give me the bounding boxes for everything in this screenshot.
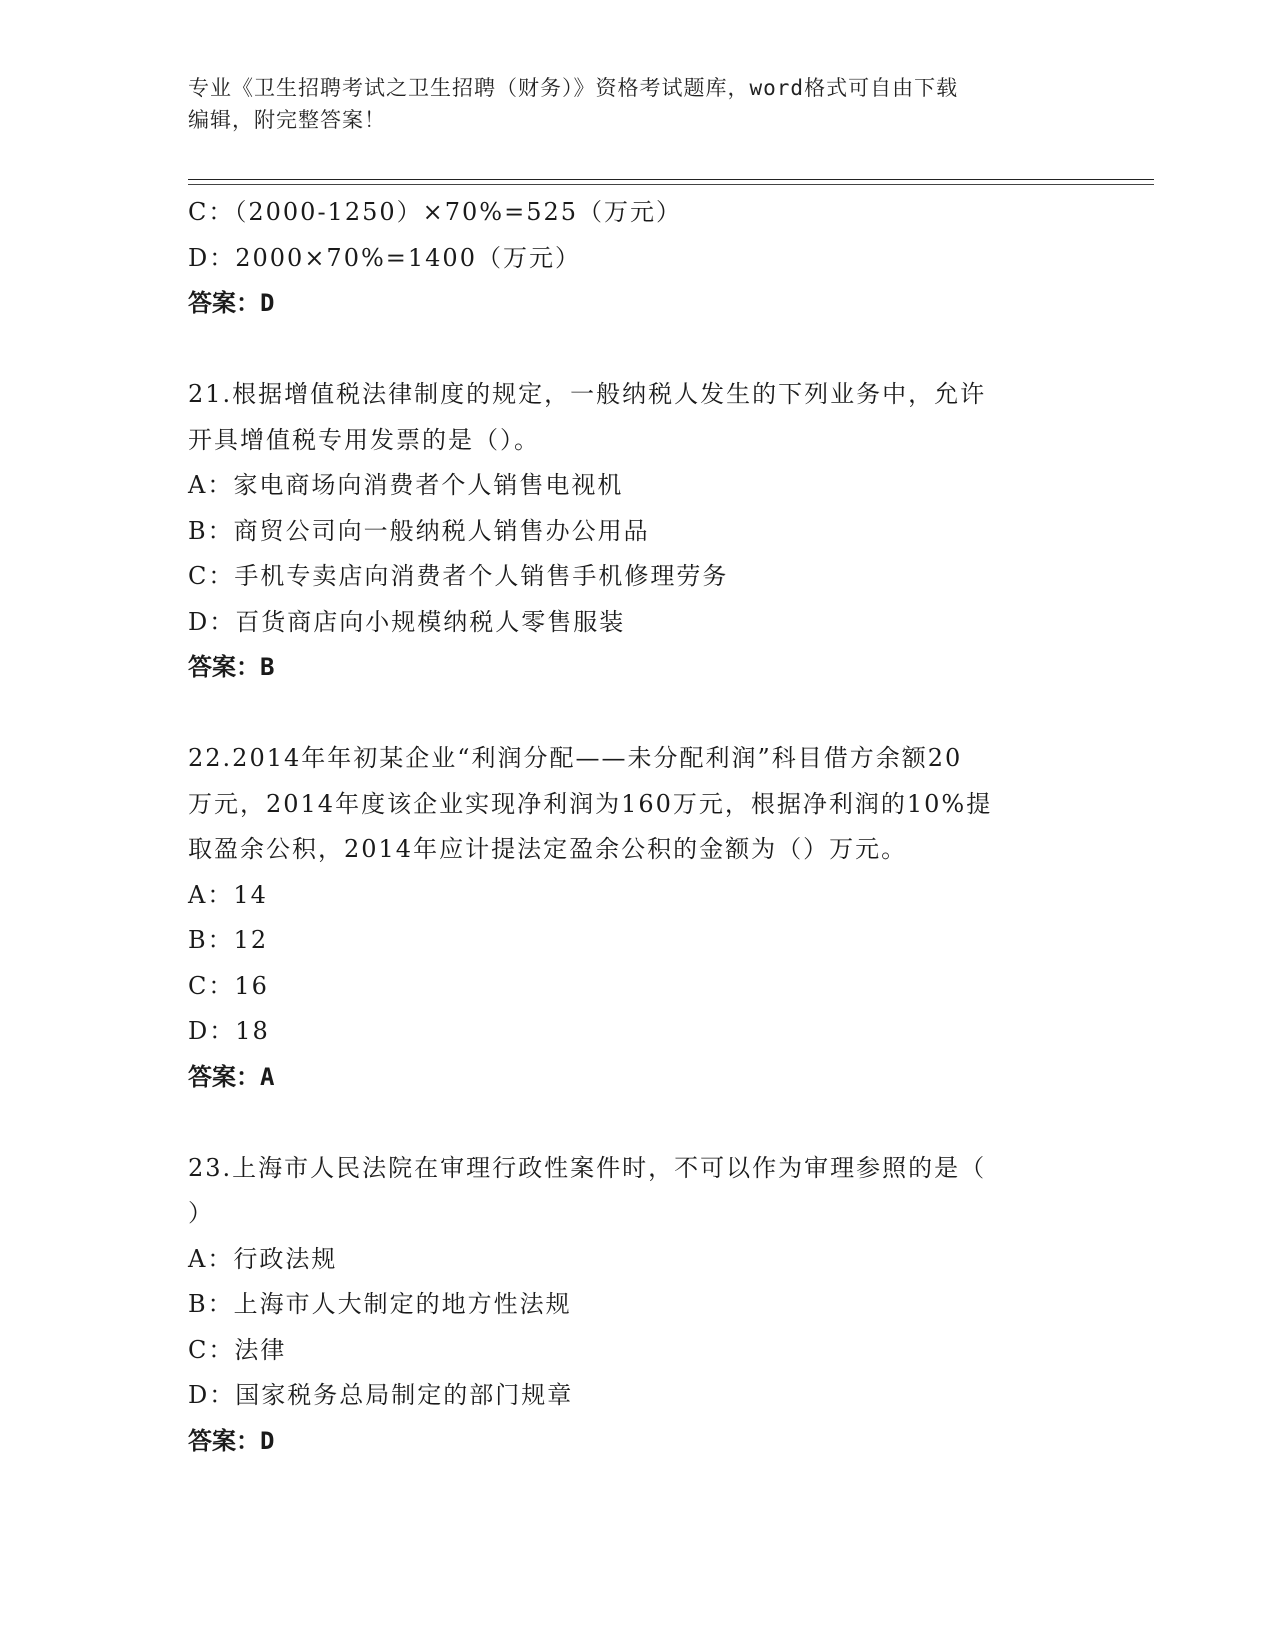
- spacer: [188, 327, 1088, 373]
- answer-line: 答案：A: [188, 1062, 275, 1091]
- option-a: A：14: [188, 880, 268, 909]
- question-23: [188, 1146, 1088, 1465]
- question-stem-line: 取盈余公积，2014年应计提法定盈余公积的金额为（）万元。: [188, 835, 908, 863]
- option-a: A：家电商场向消费者个人销售电视机: [188, 471, 624, 499]
- question-stem-line: 开具增值税专用发票的是（）。: [188, 425, 540, 454]
- option-b: B：12: [188, 926, 269, 954]
- question-stem-line: ）: [188, 1199, 214, 1227]
- question-stem-line: 22.2014年年初某企业“利润分配——未分配利润”科目借方余额20: [188, 744, 963, 772]
- option-d: D：18: [188, 1017, 270, 1045]
- header-divider-thin: [188, 184, 1154, 185]
- answer-line: 答案：B: [188, 653, 275, 681]
- question-stem-line: 21.根据增值税法律制度的规定，一般纳税人发生的下列业务中，允许: [188, 380, 987, 408]
- document-body: [188, 190, 1088, 1464]
- question-stem-line: 23.上海市人民法院在审理行政性案件时，不可以作为审理参照的是（: [188, 1153, 987, 1182]
- option-a: A：行政法规: [188, 1244, 338, 1273]
- spacer: [188, 691, 1088, 737]
- spacer: [188, 1100, 1088, 1146]
- option-b: B：商贸公司向一般纳税人销售办公用品: [188, 516, 650, 545]
- option-c: C：（2000-1250）×70%=525（万元）: [188, 198, 682, 226]
- document-header: [188, 72, 1068, 136]
- header-line-2: 编辑，附完整答案！: [188, 108, 386, 132]
- option-d: D：国家税务总局制定的部门规章: [188, 1381, 574, 1409]
- header-divider-thick: [188, 179, 1154, 180]
- option-d: D：百货商店向小规模纳税人零售服装: [188, 607, 626, 636]
- question-21: [188, 372, 1088, 691]
- question-stem-line: 万元，2014年度该企业实现净利润为160万元，根据净利润的10%提: [188, 789, 993, 818]
- option-c: C：手机专卖店向消费者个人销售手机修理劳务: [188, 562, 729, 590]
- option-c: C：法律: [188, 1335, 287, 1364]
- option-b: B：上海市人大制定的地方性法规: [188, 1290, 572, 1318]
- answer-line: 答案：D: [188, 289, 275, 317]
- question-22: [188, 736, 1088, 1100]
- header-line-1: 专业《卫生招聘考试之卫生招聘（财务）》资格考试题库，word格式可自由下载: [188, 76, 959, 100]
- prev-question: [188, 190, 1088, 327]
- answer-line: 答案：D: [188, 1426, 275, 1455]
- option-c: C：16: [188, 971, 269, 1000]
- option-d: D：2000×70%=1400（万元）: [188, 243, 581, 272]
